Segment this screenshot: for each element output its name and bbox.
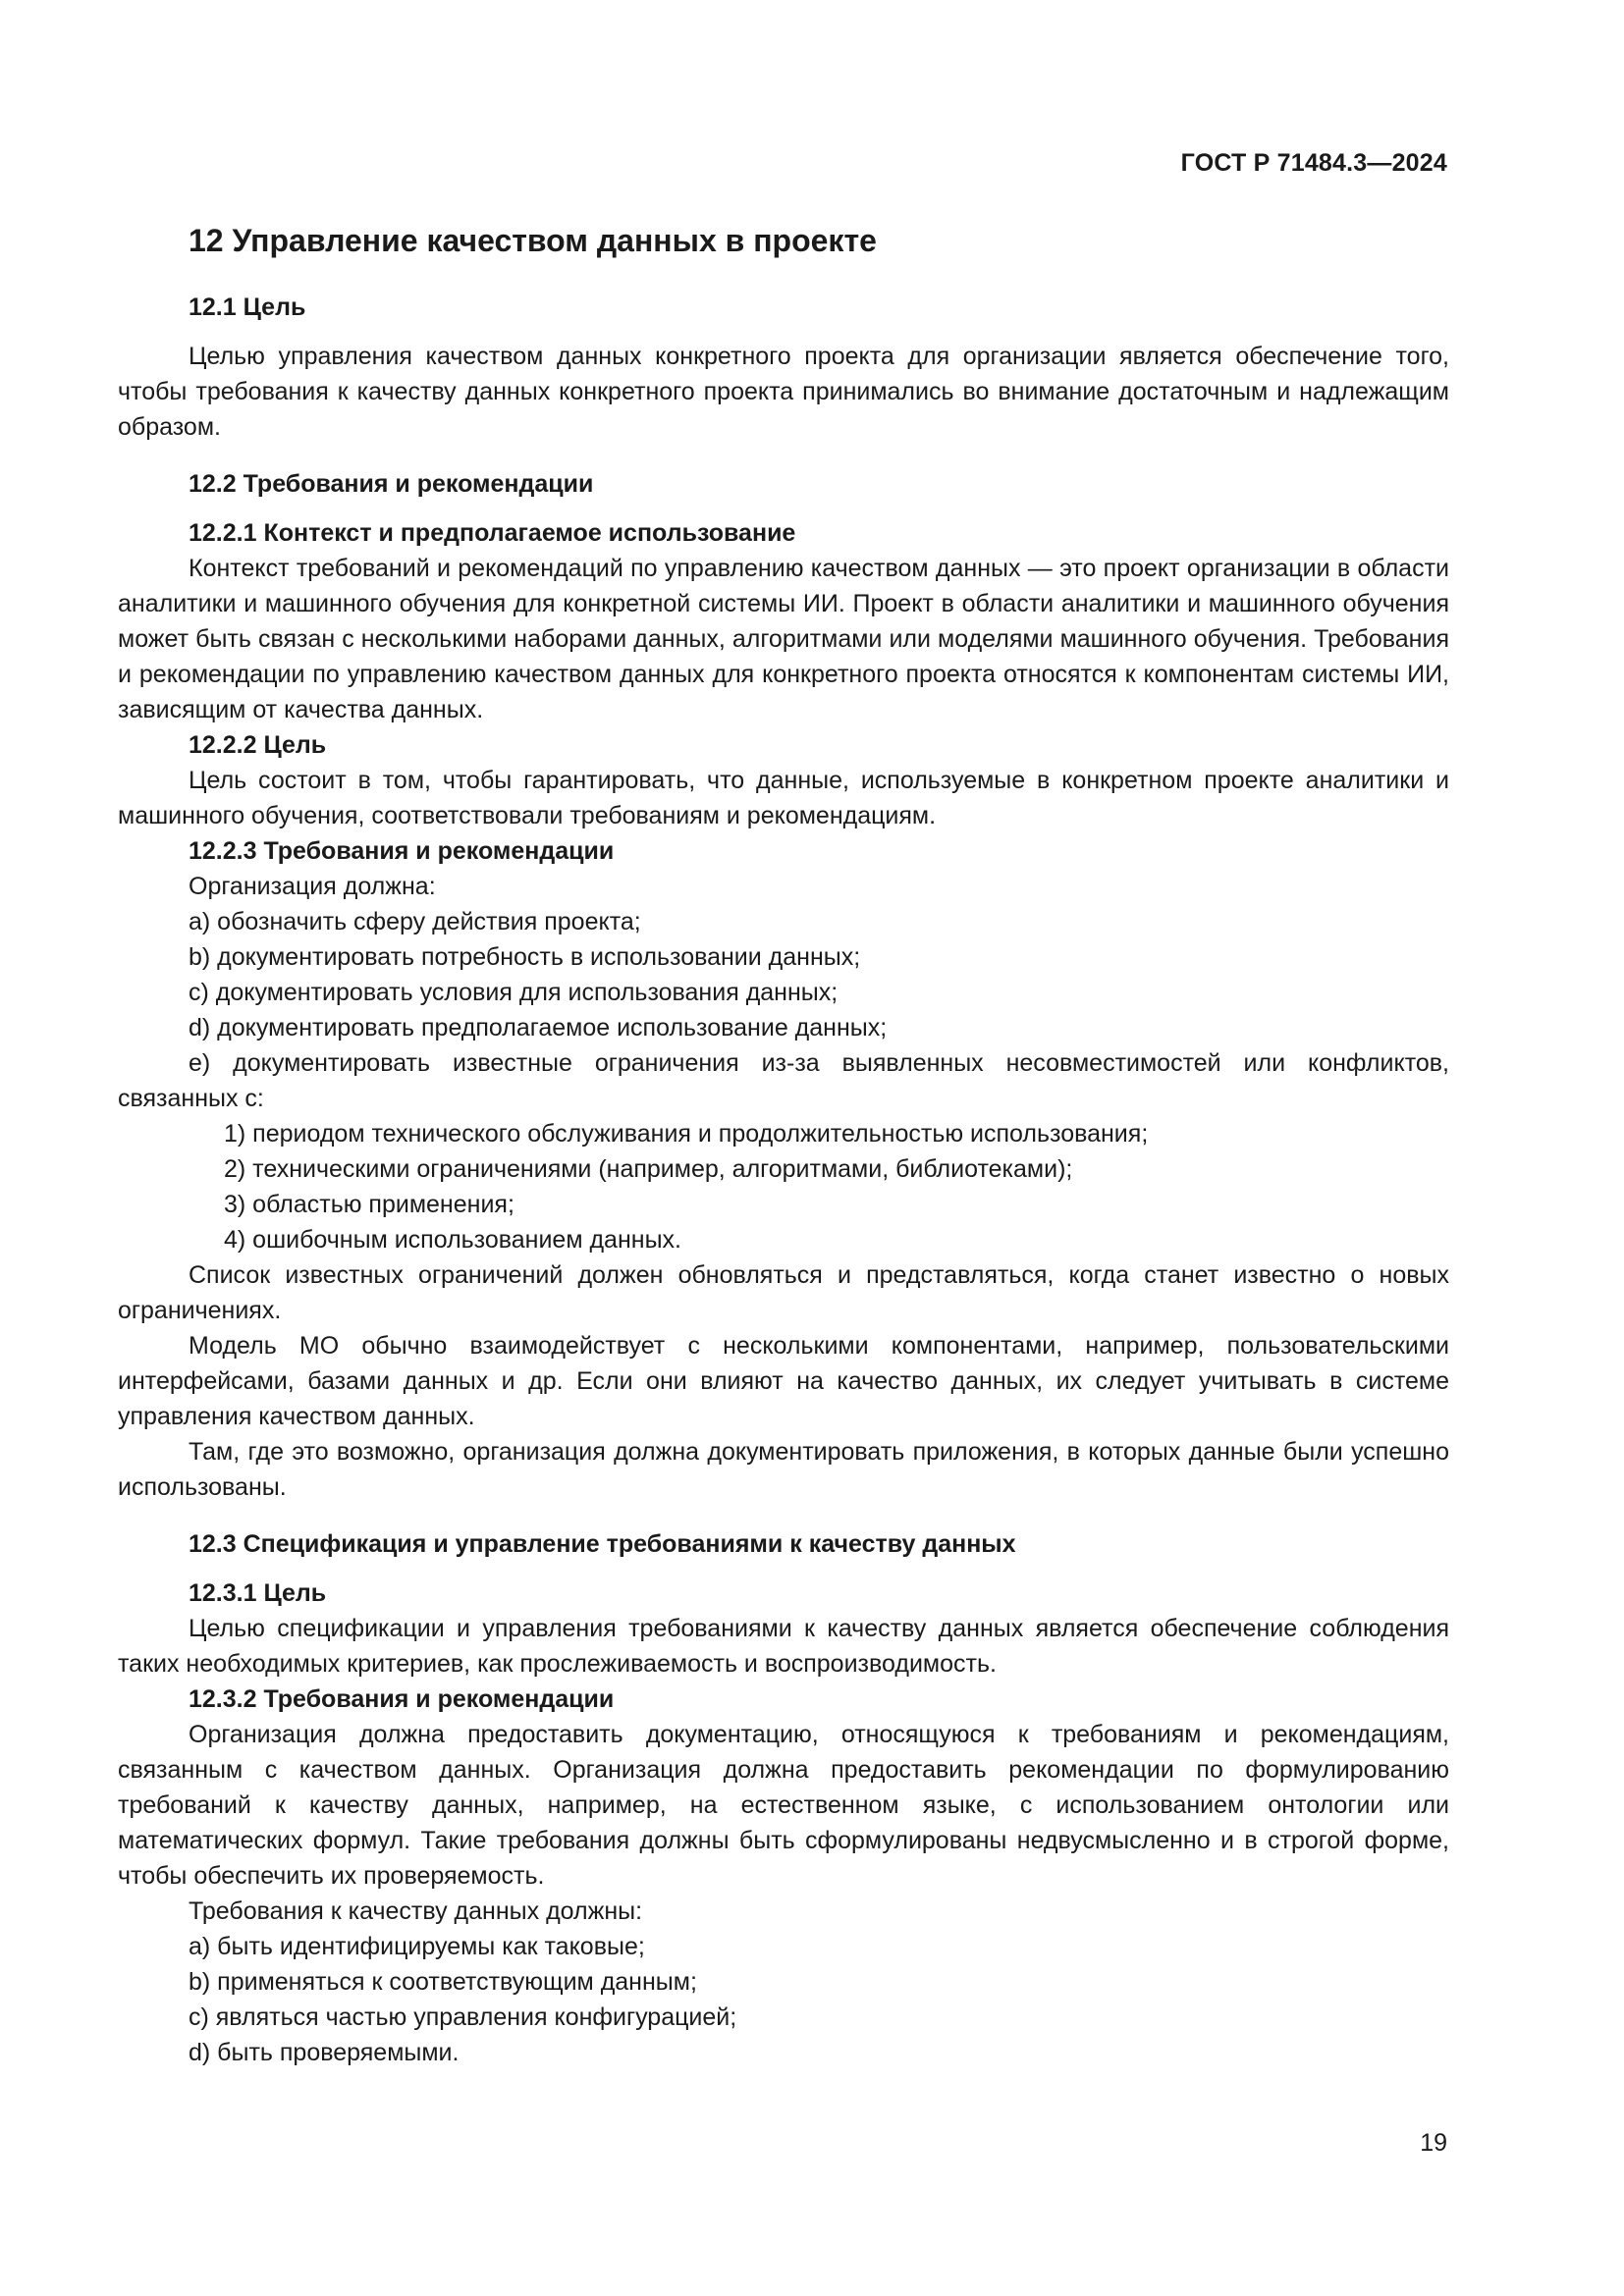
list-item: a) обозначить сферу действия проекта;	[189, 908, 641, 935]
section-12-2-1-text: Контекст требований и рекомендаций по управлению качеством данных — это проект организации в области аналитики и машинного обучения для конкретной системы ИИ. Проект в области аналитики и машинного обучения может быть связан с несколькими наборами данных, алгоритмами или моделями машинного обучения. Требования и рекомендации по управлению качеством данных для конкретного проекта относятся к компонентам системы ИИ, зависящим от качества данных.	[118, 555, 1449, 723]
section-12-1-title: 12.1 Цель	[189, 294, 306, 321]
section-12-2-3-intro: Организация должна:	[189, 873, 436, 900]
page-content	[118, 221, 1449, 2070]
section-12-3-1-title: 12.3.1 Цель	[189, 1579, 327, 1607]
sub-list-item: 4) ошибочным использованием данных.	[224, 1226, 681, 1254]
section-12-2-3-paragraph-1: Список известных ограничений должен обновляться и представляться, когда станет известно о новых ограничениях.	[118, 1261, 1449, 1324]
sub-list-item: 1) периодом технического обслуживания и продолжительностью использования;	[224, 1120, 1149, 1148]
section-12-2-2-title: 12.2.2 Цель	[189, 731, 327, 759]
section-12-2-3-paragraph-2: Модель МО обычно взаимодействует с несколькими компонентами, например, пользовательскими интерфейсами, базами данных и др. Если они влияют на качество данных, их следует учитывать в системе управления качеством данных.	[118, 1332, 1449, 1430]
sub-list-item: 3) областью применения;	[224, 1191, 514, 1218]
section-12-3-2-title: 12.3.2 Требования и рекомендации	[189, 1685, 615, 1713]
section-12-title: 12 Управление качеством данных в проекте	[189, 223, 877, 258]
section-12-3-title: 12.3 Спецификация и управление требованиями к качеству данных	[189, 1530, 1016, 1558]
section-12-2-2-text: Цель состоит в том, чтобы гарантировать, что данные, используемые в конкретном проекте аналитики и машинного обучения, соответствовали требованиям и рекомендациям.	[118, 767, 1449, 829]
list-item: c) документировать условия для использования данных;	[189, 979, 839, 1006]
list-item: b) применяться к соответствующим данным;	[189, 1968, 697, 1996]
list-item: d) быть проверяемыми.	[189, 2039, 460, 2066]
section-12-2-title: 12.2 Требования и рекомендации	[189, 470, 594, 498]
section-12-2-3-title: 12.2.3 Требования и рекомендации	[189, 837, 615, 865]
list-item-e: е) документировать известные ограничения из-за выявленных несовместимостей или конфликтов, связанных с:	[118, 1049, 1449, 1112]
sub-list-item: 2) техническими ограничениями (например, алгоритмами, библиотеками);	[224, 1155, 1073, 1183]
section-12-2-3-paragraph-3: Там, где это возможно, организация должна документировать приложения, в которых данные были успешно использованы.	[118, 1438, 1449, 1501]
list-item: b) документировать потребность в использовании данных;	[189, 943, 861, 971]
document-code-header: ГОСТ Р 71484.3—2024	[1180, 149, 1447, 177]
list-item: c) являться частью управления конфигурацией;	[189, 2003, 737, 2031]
section-12-2-1-title: 12.2.1 Контекст и предполагаемое использование	[189, 519, 796, 547]
list-item: a) быть идентифицируемы как таковые;	[189, 1933, 645, 1960]
page-number: 19	[1420, 2129, 1447, 2157]
list-item: d) документировать предполагаемое использование данных;	[189, 1014, 888, 1041]
section-12-3-2-intro: Требования к качеству данных должны:	[189, 1897, 643, 1925]
section-12-3-2-text: Организация должна предоставить документацию, относящуюся к требованиям и рекомендациям, связанным с качеством данных. Организация должна предоставить рекомендации по формулированию требований к качеству данных, например, на естественном языке, с использованием онтологии или математических формул. Такие требования должны быть сформулированы недвусмысленно и в строгой форме, чтобы обеспечить их проверяемость.	[118, 1721, 1449, 1890]
section-12-1-text: Целью управления качеством данных конкретного проекта для организации является обеспечение того, чтобы требования к качеству данных конкретного проекта принимались во внимание достаточным и надлежащим образом.	[118, 343, 1449, 441]
section-12-3-1-text: Целью спецификации и управления требованиями к качеству данных является обеспечение соблюдения таких необходимых критериев, как прослеживаемость и воспроизводимость.	[118, 1615, 1449, 1678]
